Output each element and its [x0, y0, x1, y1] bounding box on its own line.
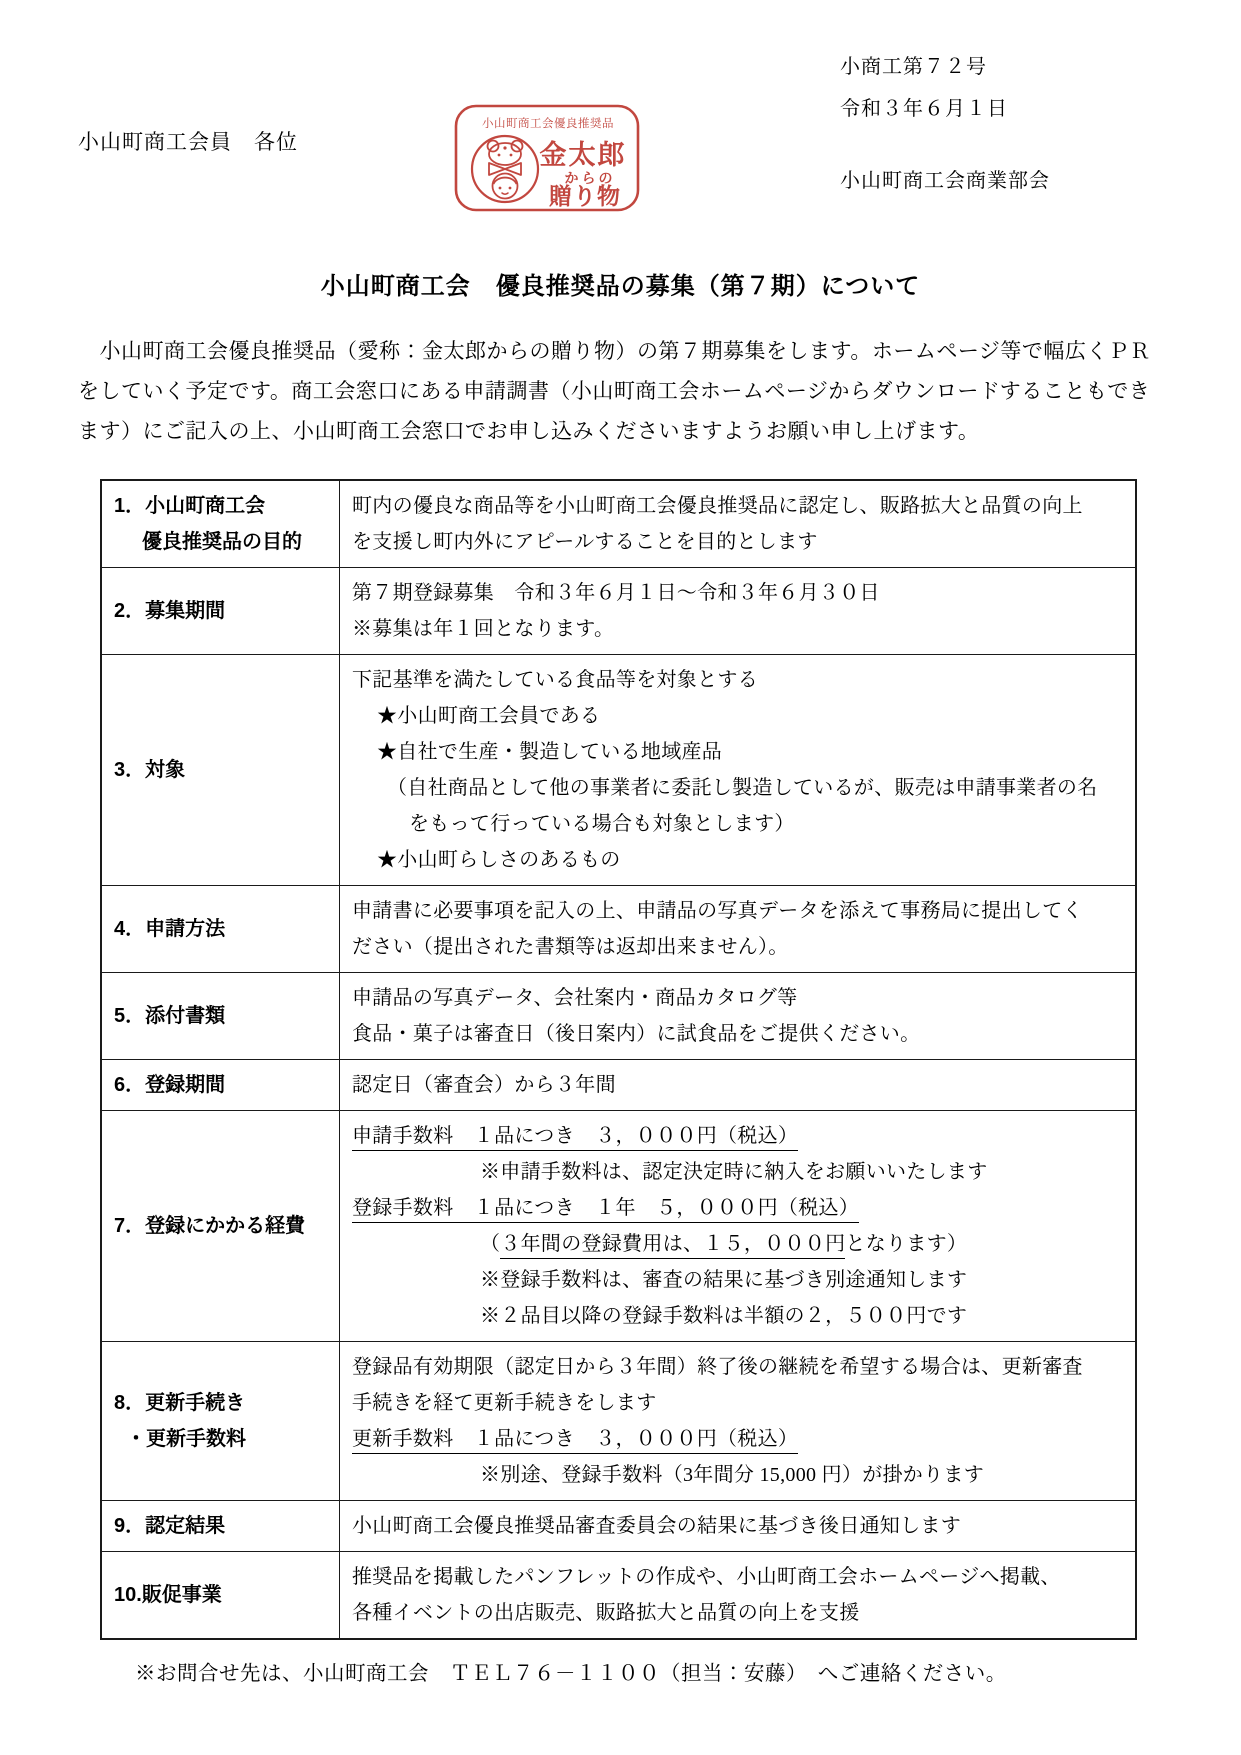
page-title: 小山町商工会 優良推奨品の募集（第７期）について: [320, 273, 921, 300]
row-label-cell: [101, 1111, 340, 1342]
plain-text: 町内の優良な商品等を小山町商工会優良推奨品に認定し、販路拡大と品質の向上: [352, 495, 1083, 517]
plain-text: ※申請手数料は、認定決定時に納入をお願いいたします: [480, 1161, 988, 1183]
content-line: [352, 1298, 1125, 1334]
plain-text: をもって行っている場合も対象とします）: [409, 813, 795, 835]
content-line: [352, 1349, 1125, 1385]
content-line: [352, 770, 1125, 806]
table-row: [101, 886, 1136, 973]
row-content-cell: [340, 568, 1137, 655]
content-line: [352, 1016, 1125, 1052]
logo-name-line2: からの: [564, 170, 616, 186]
plain-text: ★小山町らしさのあるもの: [377, 849, 621, 871]
content-line: [352, 734, 1125, 770]
logo-top-text: 小山町商工会優良推奨品: [482, 118, 614, 130]
content-line: [352, 1421, 1125, 1457]
logo-name-line1: 金太郎: [539, 140, 627, 170]
content-line: [352, 1226, 1125, 1262]
table-row: [101, 1342, 1136, 1501]
plain-text: ださい（提出された書類等は返却出来ません）。: [352, 936, 789, 958]
underlined-text: ３年間の登録費用は、１５，０００円: [500, 1233, 845, 1259]
content-line: [352, 1457, 1125, 1493]
content-line: [352, 980, 1125, 1016]
content-line: [352, 1262, 1125, 1298]
row-label-line: ・更新手数料: [126, 1428, 246, 1450]
content-line: [352, 842, 1125, 878]
underlined-text: 登録手数料 １品につき １年 ５，０００円（税込）: [352, 1197, 859, 1223]
row-label-line: 8．更新手続き: [114, 1392, 246, 1414]
doc-date: 令和３年６月１日: [840, 98, 1008, 120]
plain-text: ★自社で生産・製造している地域産品: [377, 741, 723, 763]
row-label-line: 1．小山町商工会: [114, 495, 266, 517]
table-row: [101, 1111, 1136, 1342]
row-label-line: 7．登録にかかる経費: [114, 1215, 306, 1237]
row-label-line: 10.販促事業: [114, 1584, 222, 1606]
logo-stamp: [452, 102, 642, 214]
row-label-cell: [101, 973, 340, 1060]
table-row: [101, 568, 1136, 655]
row-label-line: 優良推奨品の目的: [142, 531, 302, 553]
row-label-line: 5．添付書類: [114, 1005, 226, 1027]
doc-meta: [840, 46, 1008, 130]
content-line: [352, 1559, 1125, 1595]
table-row: [101, 655, 1136, 886]
row-label-cell: [101, 1501, 340, 1552]
info-table: [100, 479, 1137, 1640]
row-label-line: 2．募集期間: [114, 600, 226, 622]
plain-text: 認定日（審査会）から３年間: [352, 1074, 616, 1096]
letter-header: [0, 0, 1241, 252]
kintaro-illustration: [472, 136, 538, 202]
row-content-cell: [340, 1501, 1137, 1552]
content-line: [352, 1508, 1125, 1544]
row-content-cell: [340, 1342, 1137, 1501]
content-line: [352, 698, 1125, 734]
content-line: [352, 1154, 1125, 1190]
plain-text: ※登録手数料は、審査の結果に基づき別途通知します: [480, 1269, 968, 1291]
row-label-cell: [101, 1552, 340, 1640]
table-row: [101, 1501, 1136, 1552]
table-row: [101, 1552, 1136, 1640]
content-line: [352, 1595, 1125, 1631]
doc-number: 小商工第７２号: [840, 56, 987, 78]
table-row: [101, 480, 1136, 568]
plain-text: 小山町商工会優良推奨品審査委員会の結果に基づき後日通知します: [352, 1515, 961, 1537]
row-content-cell: [340, 973, 1137, 1060]
plain-text: 各種イベントの出店販売、販路拡大と品質の向上を支援: [352, 1602, 860, 1624]
plain-text: 推奨品を掲載したパンフレットの作成や、小山町商工会ホームページへ掲載、: [352, 1566, 1061, 1588]
underlined-text: 申請手数料 １品につき ３，０００円（税込）: [352, 1125, 798, 1151]
content-line: [352, 806, 1125, 842]
content-line: [352, 1118, 1125, 1154]
logo-name-line3: 贈り物: [549, 183, 621, 209]
row-label-line: 6．登録期間: [114, 1074, 226, 1096]
plain-text: 第７期登録募集 令和３年６月１日～令和３年６月３０日: [352, 582, 880, 604]
row-label-cell: [101, 1342, 340, 1501]
plain-text: ★小山町商工会員である: [377, 705, 601, 727]
plain-text: 手続きを経て更新手続きをします: [352, 1392, 657, 1414]
row-content-cell: [340, 1111, 1137, 1342]
intro-line: をしていく予定です。商工会窓口にある申請調書（小山町商工会ホームページからダウンロードすることもでき: [78, 379, 1151, 403]
row-content-cell: [340, 1060, 1137, 1111]
sender: 小山町商工会商業部会: [840, 170, 1050, 192]
row-content-cell: [340, 886, 1137, 973]
content-line: [352, 488, 1125, 524]
plain-text: 下記基準を満たしている食品等を対象とする: [352, 669, 758, 691]
table-row: [101, 973, 1136, 1060]
plain-text: （: [480, 1233, 501, 1255]
row-content-cell: [340, 655, 1137, 886]
row-label-cell: [101, 886, 340, 973]
plain-text: ※別途、登録手数料（3年間分 15,000 円）が掛かります: [480, 1464, 984, 1486]
content-line: [352, 893, 1125, 929]
content-line: [352, 611, 1125, 647]
plain-text: 申請書に必要事項を記入の上、申請品の写真データを添えて事務局に提出してく: [352, 900, 1083, 922]
row-label-cell: [101, 1060, 340, 1111]
info-table-body: [101, 480, 1136, 1639]
content-line: [352, 1067, 1125, 1103]
plain-text: を支援し町内外にアピールすることを目的とします: [352, 531, 818, 553]
logo-graphic: [452, 102, 642, 214]
content-line: [352, 1190, 1125, 1226]
addressee: 小山町商工会員 各位: [78, 131, 298, 154]
plain-text: 食品・菓子は審査日（後日案内）に試食品をご提供ください。: [352, 1023, 921, 1045]
plain-text: ※募集は年１回となります。: [352, 618, 615, 640]
plain-text: （自社商品として他の事業者に委託し製造しているが、販売は申請事業者の名: [387, 777, 1098, 799]
row-content-cell: [340, 1552, 1137, 1640]
row-label-cell: [101, 480, 340, 568]
contact-note: ※お問合せ先は、小山町商工会 ＴＥＬ７６－１１００（担当：安藤） へご連絡ください。: [135, 1663, 1007, 1685]
row-label-line: 3．対象: [114, 759, 186, 781]
row-label-cell: [101, 655, 340, 886]
content-line: [352, 929, 1125, 965]
content-line: [352, 1385, 1125, 1421]
row-label-line: 4．申請方法: [114, 918, 226, 940]
plain-text: 申請品の写真データ、会社案内・商品カタログ等: [352, 987, 798, 1009]
content-line: [352, 575, 1125, 611]
intro-paragraph: [78, 331, 1163, 451]
plain-text: ※２品目以降の登録手数料は半額の２，５００円です: [480, 1305, 968, 1327]
intro-line: ます）にご記入の上、小山町商工会窓口でお申し込みくださいますようお願い申し上げます。: [78, 419, 980, 443]
row-label-line: 9．認定結果: [114, 1515, 226, 1537]
content-line: [352, 524, 1125, 560]
table-row: [101, 1060, 1136, 1111]
row-label-cell: [101, 568, 340, 655]
plain-text: となります）: [845, 1233, 968, 1255]
content-line: [352, 662, 1125, 698]
row-content-cell: [340, 480, 1137, 568]
intro-line: 小山町商工会優良推奨品（愛称：金太郎からの贈り物）の第７期募集をします。ホームページ等で幅広くＰＲ: [78, 339, 1151, 363]
plain-text: 登録品有効期限（認定日から３年間）終了後の継続を希望する場合は、更新審査: [352, 1356, 1083, 1378]
underlined-text: 更新手数料 １品につき ３，０００円（税込）: [352, 1428, 798, 1454]
